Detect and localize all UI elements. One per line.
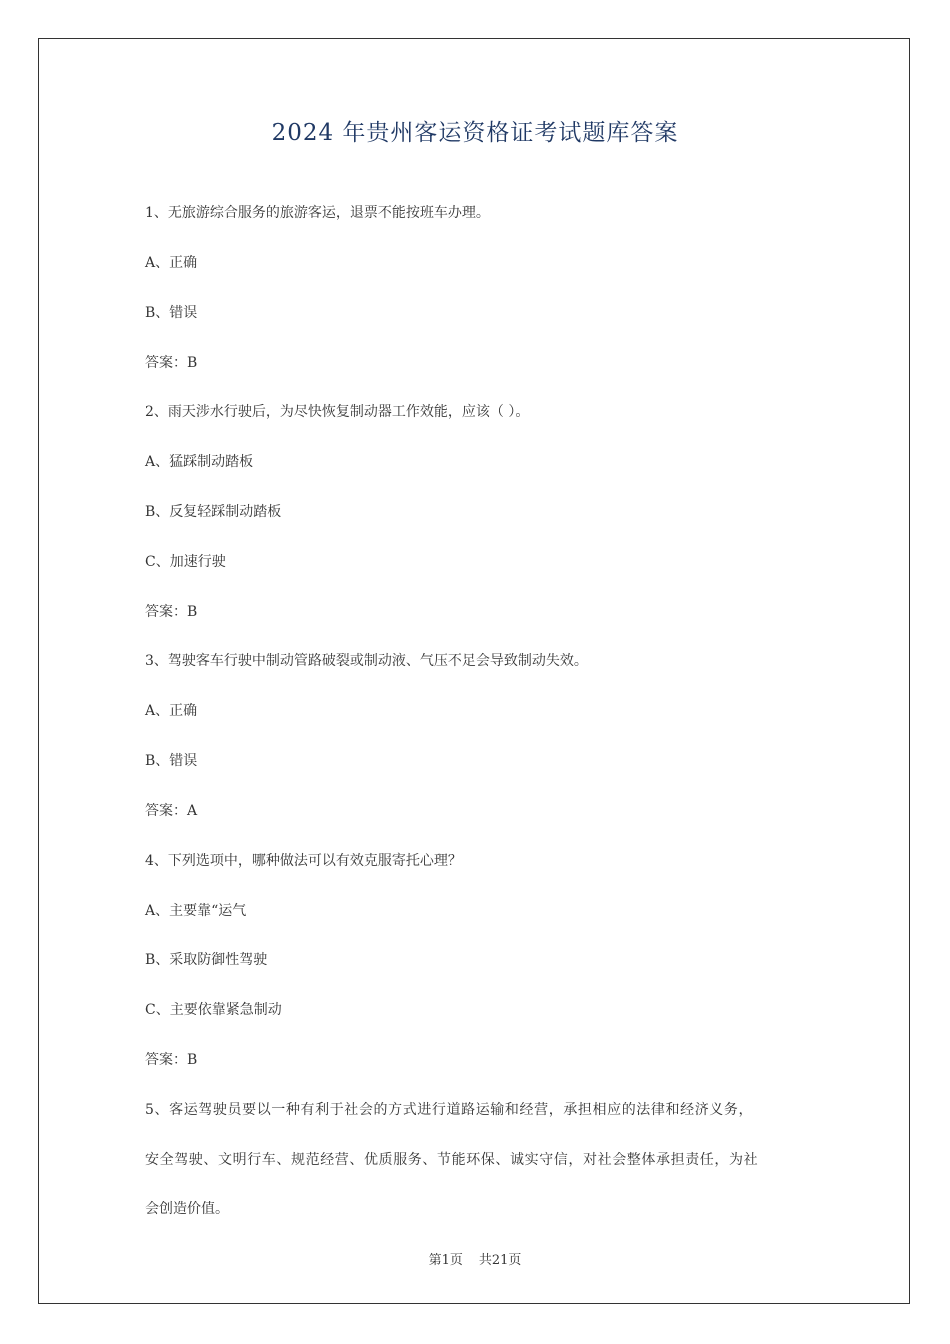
page-number: 第1页 xyxy=(428,1253,463,1268)
question-2-answer: 答案：B xyxy=(145,604,198,620)
question-4-option-c: C、主要依靠紧急制动 xyxy=(145,1002,282,1018)
question-2-option-a: A、猛踩制动踏板 xyxy=(145,454,254,470)
question-5-text-line-3: 会创造价值。 xyxy=(145,1201,229,1217)
question-1-option-b: B、错误 xyxy=(145,305,198,321)
page-footer xyxy=(0,1249,950,1268)
question-4-text: 4、下列选项中，哪种做法可以有效克服寄托心理？ xyxy=(145,853,462,869)
question-2-text: 2、雨天涉水行驶后，为尽快恢复制动器工作效能，应该（ ）。 xyxy=(145,404,530,420)
document-title: 2024 年贵州客运资格证考试题库答案 xyxy=(271,120,679,146)
question-3-option-a: A、正确 xyxy=(145,703,198,719)
question-4-option-b: B、采取防御性驾驶 xyxy=(145,952,268,968)
question-3-answer: 答案：A xyxy=(145,803,198,819)
question-3-text: 3、驾驶客车行驶中制动管路破裂或制动液、气压不足会导致制动失效。 xyxy=(145,653,588,669)
question-2-option-b: B、反复轻踩制动踏板 xyxy=(145,504,282,520)
page-total: 共21页 xyxy=(478,1253,522,1268)
question-5-text-line-2: 安全驾驶、文明行车、规范经营、优质服务、节能环保、诚实守信，对社会整体承担责任，为社 xyxy=(145,1152,759,1168)
question-5-text-line-1: 5、客运驾驶员要以一种有利于社会的方式进行道路运输和经营，承担相应的法律和经济义务， xyxy=(145,1102,754,1118)
question-3-option-b: B、错误 xyxy=(145,753,198,769)
question-1-option-a: A、正确 xyxy=(145,255,198,271)
question-1-text: 1、无旅游综合服务的旅游客运，退票不能按班车办理。 xyxy=(145,205,490,221)
question-4-option-a: A、主要靠“运气 xyxy=(145,903,247,919)
question-1-answer: 答案：B xyxy=(145,355,198,371)
question-4-answer: 答案：B xyxy=(145,1052,198,1068)
question-2-option-c: C、加速行驶 xyxy=(145,554,226,570)
